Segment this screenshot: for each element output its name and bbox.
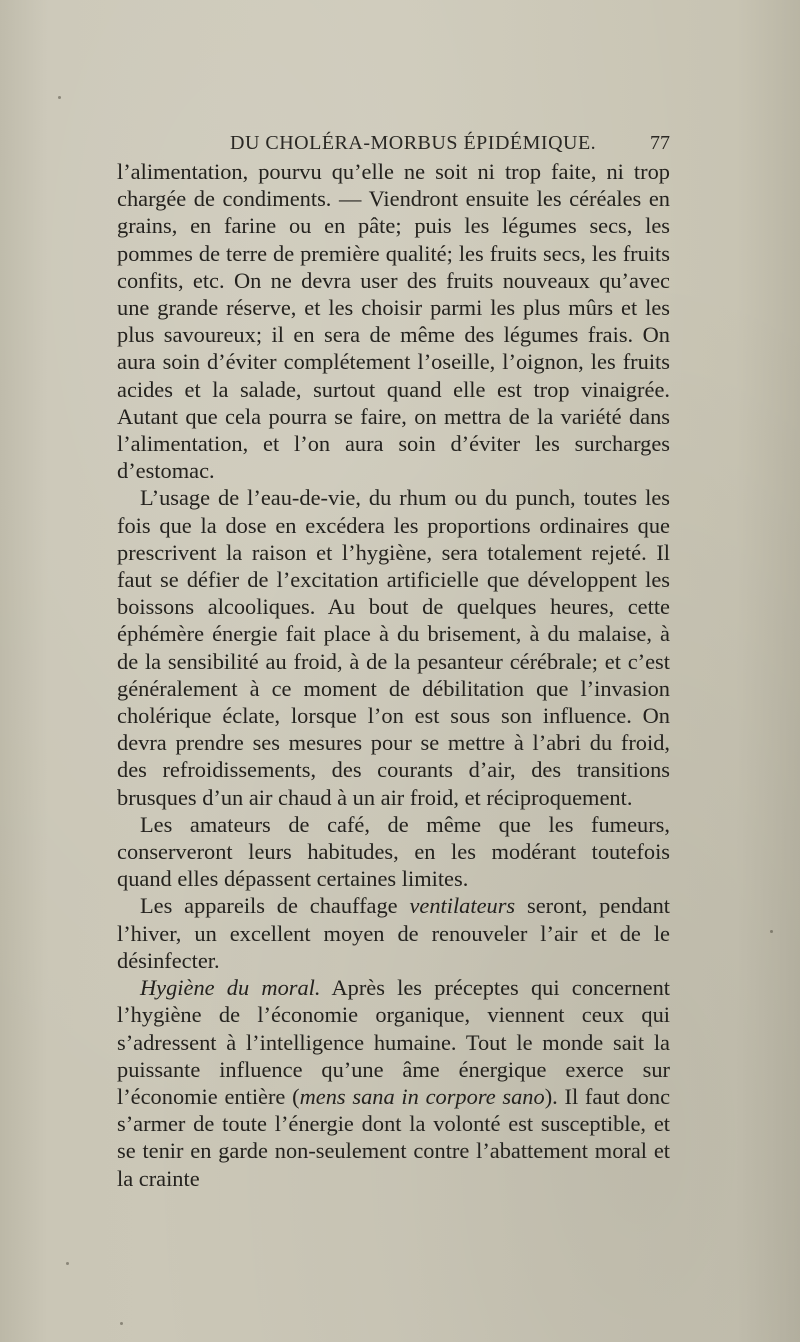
italic-term: ventilateurs [409,893,516,919]
paragraph [117,484,670,810]
paragraph [117,158,670,484]
paper-speck [770,930,773,933]
paper-speck [120,1322,123,1325]
text-segment: ). Il faut donc s’armer de toute l’énergie dont la volonté est susceptible, et se tenir en garde non-seulement contre l’abattement moral et la crainte [117,1083,671,1191]
text-segment: Les amateurs de café, de même que les fumeurs, conserveront leurs habitudes, en les modérant toutefois quand elles dépassent certaines limites. [117,811,670,892]
paper-speck [58,96,61,99]
paragraph [117,892,670,974]
latin-quote: mens sana in corpore sano [299,1083,545,1109]
paragraph [117,811,670,893]
text-segment: L’usage de l’eau-de-vie, du rhum ou du punch, toutes les fois que la dose en excédera les proportions ordinaires que prescrivent la raison et l’hygiène, sera totalement rejeté. Il faut se défier de l’excitation artificielle que développent les boissons alcooliques. Au bout de quelques heures, cette éphémère énergie fait place à du brisement, à du malaise, à de la sensibilité au froid, à de la pesanteur cérébrale; et c’est généralement à ce moment de débilitation que l’invasion cholérique éclate, lorsque l’on est sous son influence. On devra prendre ses mesures pour se mettre à l’abri du froid, des refroidissements, des courants d’air, des transitions brusques d’un air chaud à un air froid, et réciproquement. [117,485,670,810]
text-segment: l’alimentation, pourvu qu’elle ne soit ni trop faite, ni trop chargée de condiments. — Viendront ensuite les céréales en grains, en farine ou en pâte; puis les légumes secs, les pommes de terre de première qualité; les fruits secs, les fruits confits, etc. On ne devra user des fruits nouveaux qu’avec une grande réserve, et les choisir parmi les plus mûrs et les plus savoureux; il en sera de même des légumes frais. On aura soin d’éviter complétement l’oseille, l’oignon, les fruits acides et la salade, surtout quand elle est trop vinaigrée. Autant que cela pourra se faire, on mettra de la variété dans l’alimentation, et l’on aura soin d’éviter les surcharges d’estomac. [117,159,670,484]
section-heading: Hygiène du moral. [140,975,321,1001]
text-segment: Après les préceptes qui concernent l’hygiène de l’économie organique, viennent ceux qui s’adressent à l’intelligence humaine. Tout le monde sait la puissante influence qu’une âme énergique exerce sur l’économie entière ( [117,975,670,1109]
running-title: DU CHOLÉRA-MORBUS ÉPIDÉMIQUE. [230,132,597,154]
text-segment: seront, pendant l’hiver, un excellent moyen de renouveler l’air et de le désinfecter. [117,893,671,973]
body-text [117,158,670,1192]
paper-speck [66,1262,69,1265]
paragraph [117,974,670,1192]
text-segment: Les appareils de chauffage [140,893,410,919]
page-header [118,132,670,158]
page-number: 77 [650,132,670,154]
